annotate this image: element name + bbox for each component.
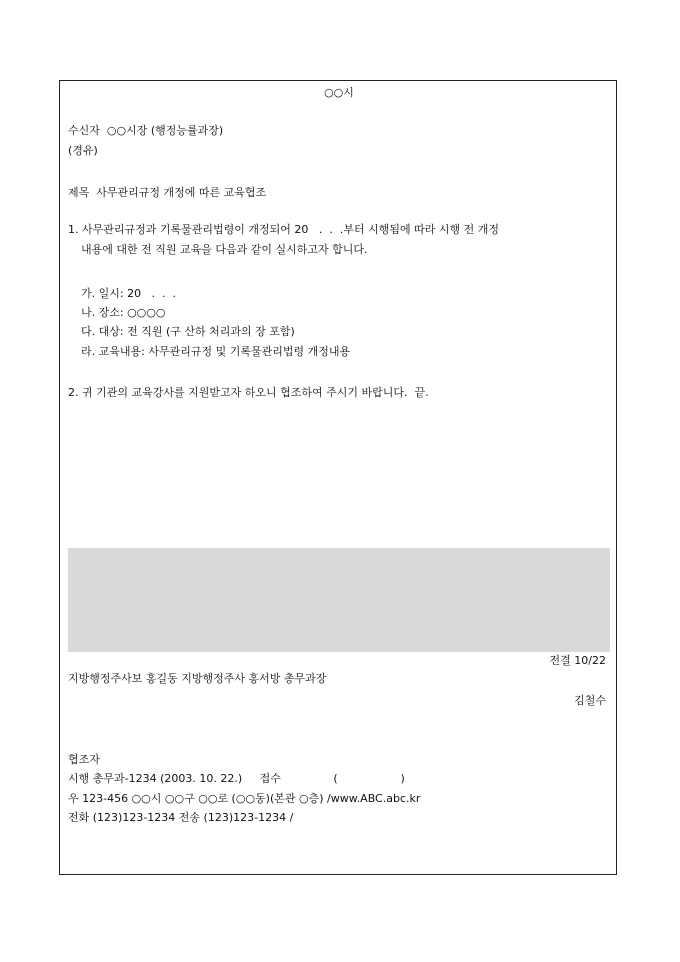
paragraph-1-line-2: 내용에 대한 전 직원 교육을 다음과 같이 실시하고자 합니다. <box>81 243 368 256</box>
contact-line: 전화 (123)123-1234 전송 (123)123-1234 / <box>68 811 294 824</box>
subject-line <box>68 186 266 200</box>
decision-authority: 전결 10/22 <box>549 654 606 667</box>
signer-name: 김철수 <box>574 694 606 707</box>
enforcement-line: 시행 총무과-1234 (2003. 10. 22.) 접수 ( ) <box>68 772 405 785</box>
list-item-content: 라. 교육내용: 사무관리규정 및 기록물관리법령 개정내용 <box>81 345 351 358</box>
list-item-place: 나. 장소: ○○○○ <box>81 306 166 319</box>
subject-value: 사무관리규정 개정에 따른 교육협조 <box>96 186 267 199</box>
recipient-value: ○○시장 (행정능률과장) <box>106 124 224 137</box>
issuing-organization: ○○시 <box>324 86 354 99</box>
recipient-label: 수신자 <box>68 124 100 137</box>
document-frame <box>59 80 617 875</box>
list-item-target: 다. 대상: 전 직원 (구 산하 처리과의 장 포함) <box>81 325 295 338</box>
subject-label: 제목 <box>68 186 90 199</box>
via-line: (경유) <box>68 144 98 157</box>
address-line: 우 123-456 ○○시 ○○구 ○○로 (○○동)(본관 ○층) /www.ABC.abc.kr <box>68 792 421 805</box>
cooperator-label: 협조자 <box>68 753 100 766</box>
blank-gray-area <box>68 548 610 652</box>
paragraph-1-line-1: 1. 사무관리규정과 기록물관리법령이 개정되어 20 . . .부터 시행됨에 따라 시행 전 개정 <box>68 223 499 236</box>
recipient-line <box>68 124 223 138</box>
list-item-date: 가. 일시: 20 . . . <box>81 287 177 300</box>
paragraph-2: 2. 귀 기관의 교육강사를 지원받고자 하오니 협조하여 주시기 바랍니다. 끝. <box>68 386 429 399</box>
drafters-line: 지방행정주사보 홍길동 지방행정주사 홍서방 총무과장 <box>68 672 327 685</box>
